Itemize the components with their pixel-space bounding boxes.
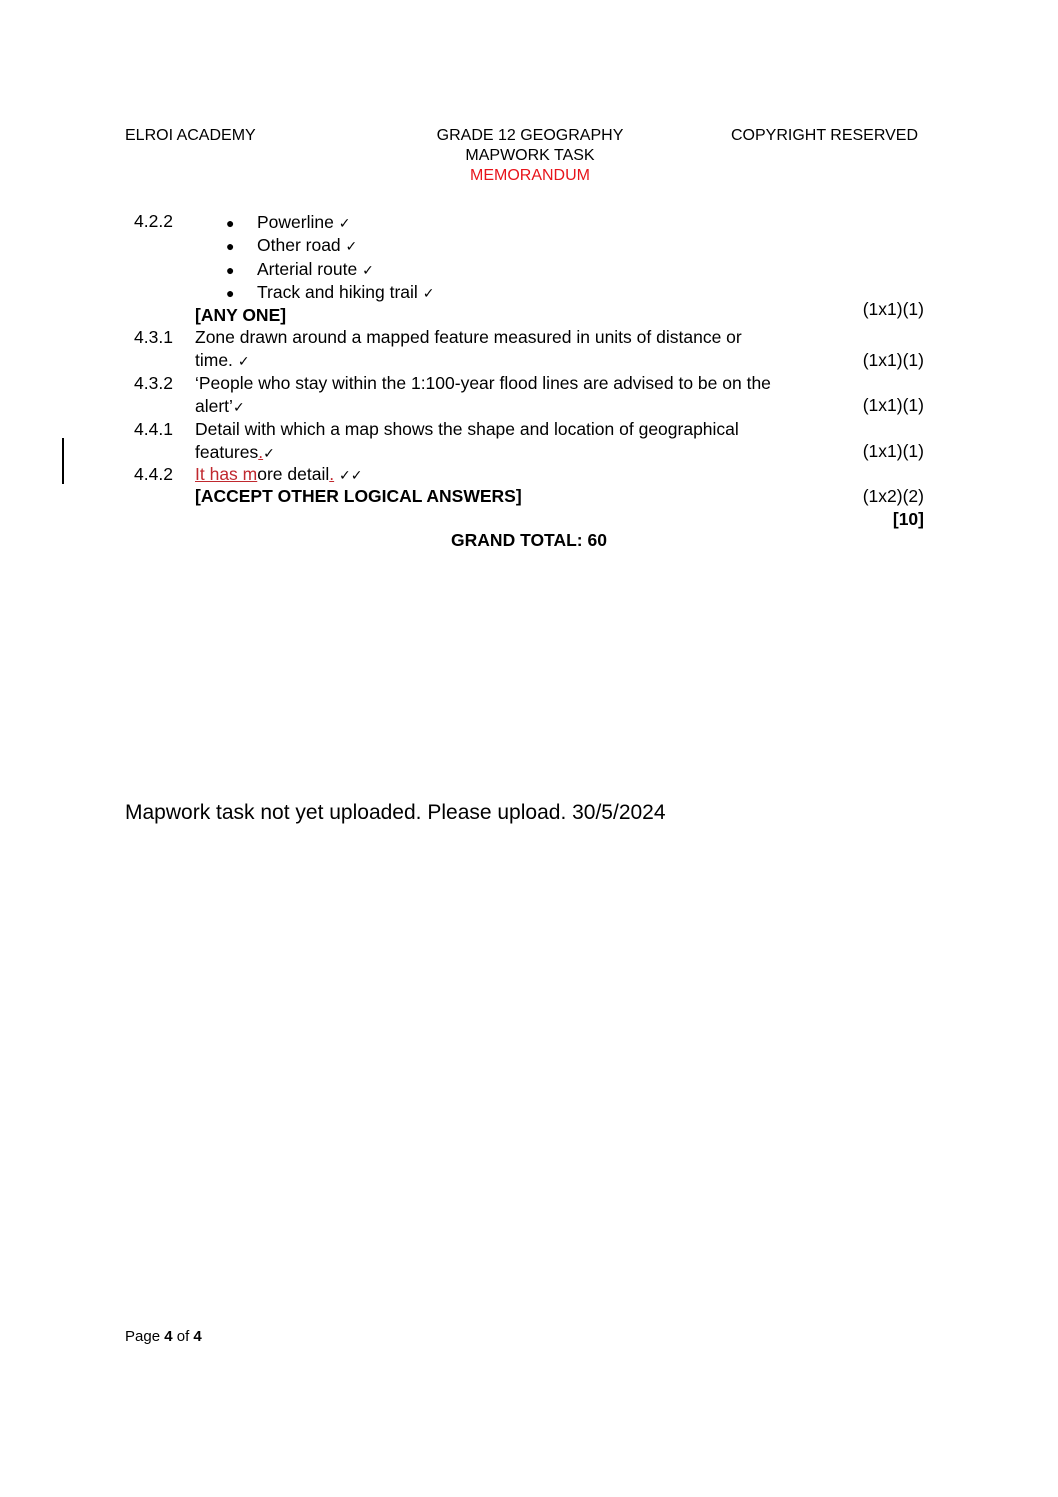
answer-4-3-2-line1: ‘People who stay within the 1:100-year flood lines are advised to be on the xyxy=(195,373,771,393)
bullet-icon: ● xyxy=(226,285,235,301)
answer-4-4-1-line2: features.✓ xyxy=(195,442,275,462)
tick-icon: ✓ xyxy=(232,400,245,416)
list-item xyxy=(226,281,435,305)
question-number-4-2-2: 4.2.2 xyxy=(134,211,173,231)
revision-change-bar xyxy=(62,438,64,484)
answer-4-3-1-line2: time. ✓ xyxy=(195,350,250,370)
any-one-instruction: [ANY ONE] xyxy=(195,305,287,325)
tick-icon: ✓ xyxy=(345,239,358,255)
tick-icon: ✓ xyxy=(422,286,435,302)
memorandum-label: MEMORANDUM xyxy=(470,167,590,184)
answer-4-4-2: It has more detail. ✓✓ xyxy=(195,464,363,484)
list-item-label: Other road ✓ xyxy=(257,235,358,255)
grand-total: GRAND TOTAL: 60 xyxy=(451,530,607,550)
list-item xyxy=(226,234,358,258)
mark-4-3-2: (1x1)(1) xyxy=(862,395,924,415)
tick-icon: ✓ xyxy=(263,446,275,462)
tick-icon: ✓ xyxy=(338,216,351,232)
mark-4-3-1: (1x1)(1) xyxy=(862,350,924,370)
question-number-4-3-2: 4.3.2 xyxy=(134,373,173,393)
page-footer: Page 4 of 4 xyxy=(125,1328,202,1345)
mark-4-2-2: (1x1)(1) xyxy=(862,299,924,319)
task-title: MAPWORK TASK xyxy=(465,147,595,164)
question-number-4-4-2: 4.4.2 xyxy=(134,464,173,484)
tracked-insertion: It has m xyxy=(195,464,258,484)
accept-other-answers: [ACCEPT OTHER LOGICAL ANSWERS] xyxy=(195,486,522,506)
answer-4-4-1-line1: Detail with which a map shows the shape and location of geographical xyxy=(195,419,739,439)
question-number-4-3-1: 4.3.1 xyxy=(134,327,173,347)
tick-icon: ✓ xyxy=(339,468,351,484)
list-item xyxy=(226,211,351,235)
list-item-label: Track and hiking trail ✓ xyxy=(257,282,435,302)
list-item xyxy=(226,258,374,282)
bullet-icon: ● xyxy=(226,215,235,231)
tick-icon: ✓ xyxy=(350,468,363,484)
school-name: ELROI ACADEMY xyxy=(125,127,256,144)
tick-icon: ✓ xyxy=(362,263,374,279)
upload-notice: Mapwork task not yet uploaded. Please upload. 30/5/2024 xyxy=(125,801,666,824)
question-number-4-4-1: 4.4.1 xyxy=(134,419,173,439)
mark-4-4-1: (1x1)(1) xyxy=(862,441,924,461)
bullet-icon: ● xyxy=(226,262,235,278)
answer-4-3-2-line2: alert’✓ xyxy=(195,396,245,416)
subject-title: GRADE 12 GEOGRAPHY xyxy=(436,127,624,144)
list-item-label: Arterial route ✓ xyxy=(257,259,374,279)
copyright-label: COPYRIGHT RESERVED xyxy=(731,127,919,144)
tick-icon: ✓ xyxy=(237,354,250,370)
answer-4-3-1-line1: Zone drawn around a mapped feature measured in units of distance or xyxy=(195,327,742,347)
mark-4-4-2: (1x2)(2) xyxy=(862,486,924,506)
bullet-icon: ● xyxy=(226,238,235,254)
list-item-label: Powerline ✓ xyxy=(257,212,351,232)
section-total: [10] xyxy=(892,509,924,529)
